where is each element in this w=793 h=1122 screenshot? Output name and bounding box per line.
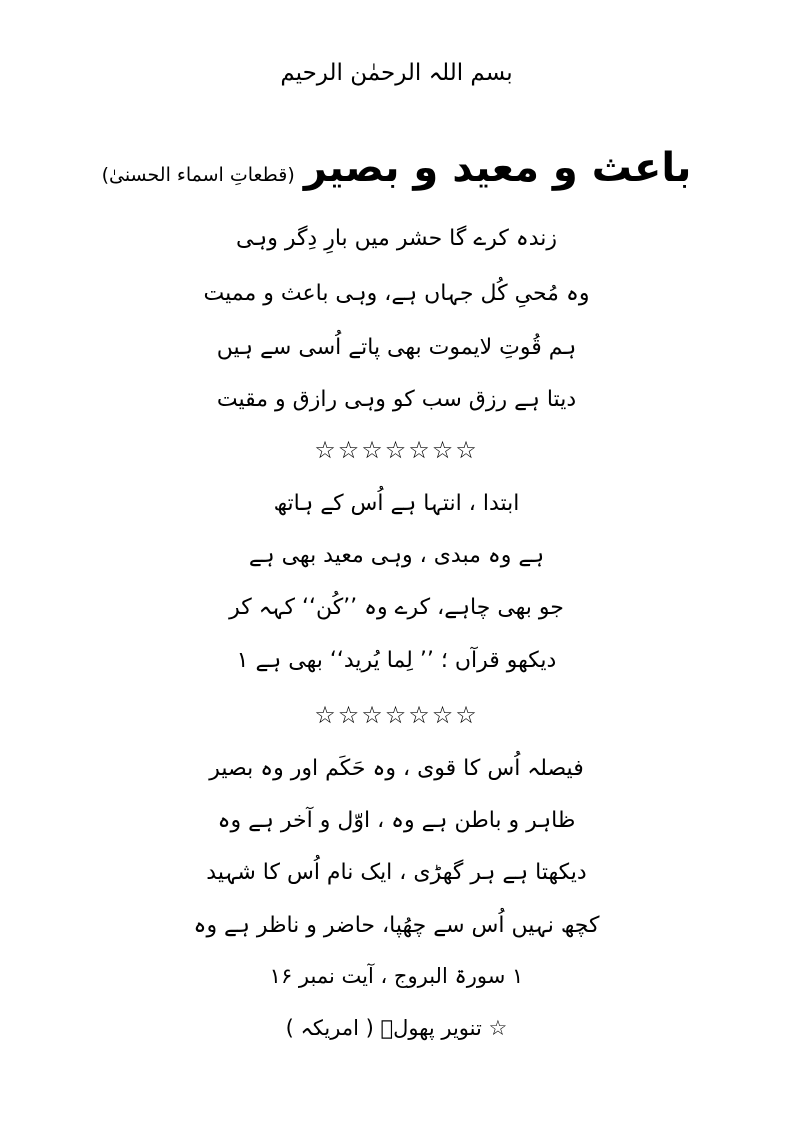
verse-line: ہم قُوتِ لایموت بھی پاتے اُسی سے ہیں xyxy=(216,335,577,360)
bismillah: بسم اللہ الرحمٰن الرحیم xyxy=(280,60,513,86)
verse-line: ابتدا ، انتہا ہے اُس کے ہاتھ xyxy=(273,491,520,516)
author-credit: ☆ تنویر پھولؔ ( امریکہ ) xyxy=(285,1016,508,1040)
verse-line: ہے وہ مبدی ، وہی معید بھی ہے xyxy=(248,543,545,568)
verse-line: جو بھی چاہے، کرے وہ ’’کُن‘‘ کہہ کر xyxy=(229,595,564,620)
verse-line: زندہ کرے گا حشر میں بارِ دِگر وہی xyxy=(235,226,558,251)
title-row xyxy=(0,145,793,191)
footnote: ۱ سورۃ البروج ، آیت نمبر ۱۶ xyxy=(269,964,524,988)
verse-line: ظاہر و باطن ہے وہ ، اوّل و آخر ہے وہ xyxy=(217,808,576,833)
verse-line: کچھ نہیں اُس سے چھُپا، حاضر و ناظر ہے وہ xyxy=(193,913,600,938)
star-separator: ☆☆☆☆☆☆☆ xyxy=(314,701,479,729)
verse-line: فیصلہ اُس کا قوی ، وہ حَکَم اور وہ بصیر xyxy=(209,756,584,781)
verse-line: دیکھو قرآں ؛ ’’ لِما یُرید‘‘ بھی ہے ۱ xyxy=(236,648,557,673)
verse-line: دیکھتا ہے ہر گھڑی ، ایک نام اُس کا شہید xyxy=(206,860,587,885)
verse-line: دیتا ہے رزق سب کو وہی رازق و مقیت xyxy=(216,387,577,412)
verse-line: وہ مُحیِ کُل جہاں ہے، وہی باعث و ممیت xyxy=(203,281,590,306)
star-separator: ☆☆☆☆☆☆☆ xyxy=(314,436,479,464)
page-title: باعث و معید و بصیر xyxy=(303,145,692,191)
page-subtitle: (قطعاتِ اسماء الحسنیٰ) xyxy=(101,164,295,186)
